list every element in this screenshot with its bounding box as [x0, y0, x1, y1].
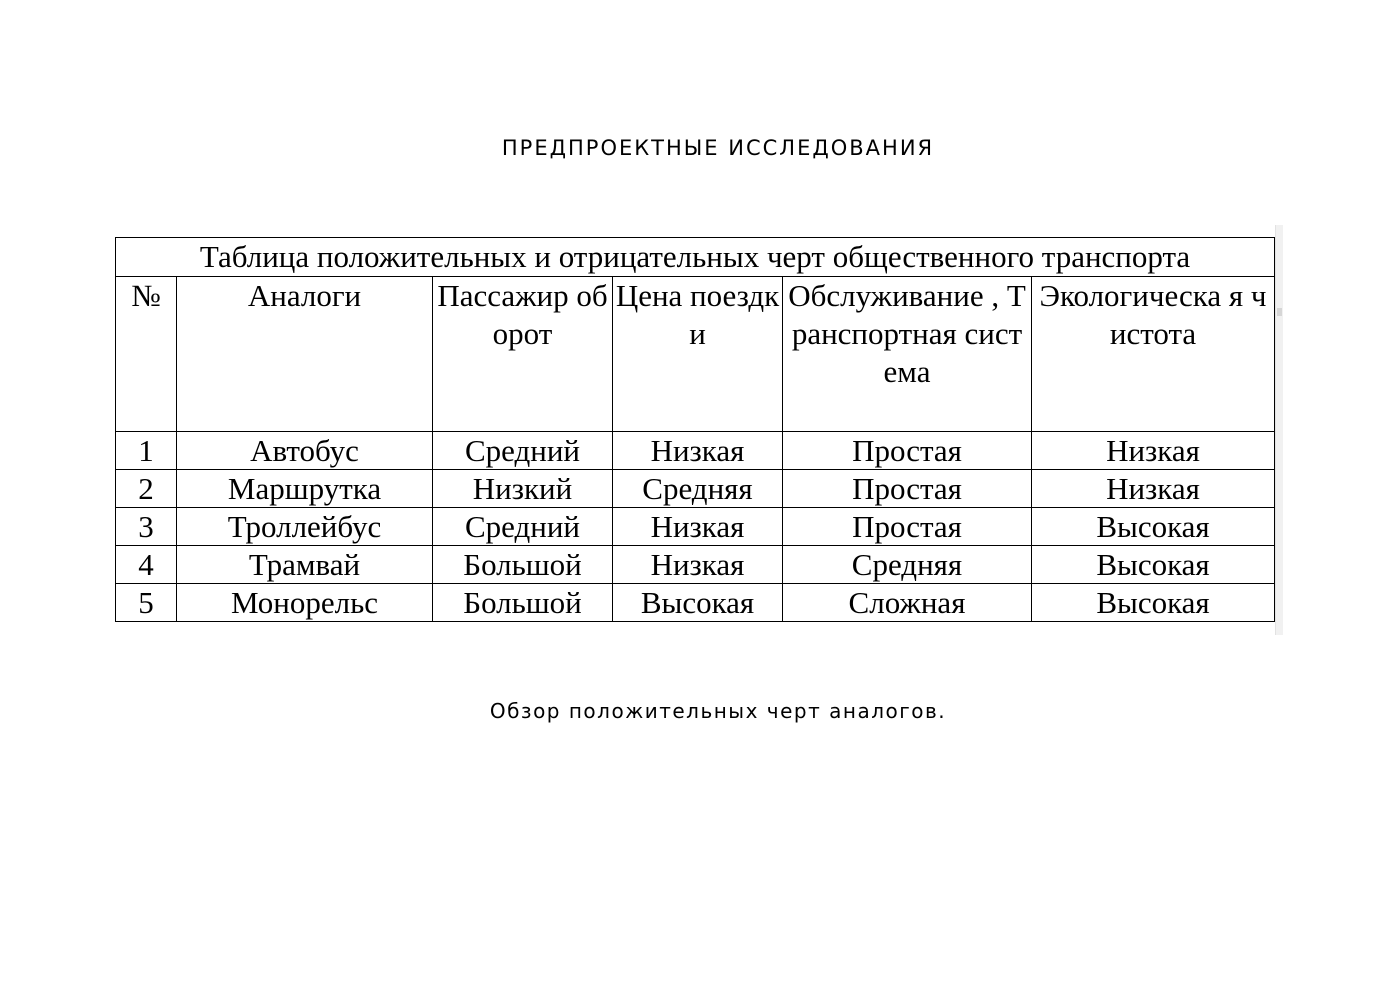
cell-number: 5 — [116, 584, 177, 622]
section-note: Обзор положительных черт аналогов. — [489, 699, 947, 723]
table-row — [116, 470, 1275, 508]
cell-passenger-flow: Большой — [433, 546, 613, 584]
cell-trip-price: Низкая — [613, 432, 783, 470]
comparison-table-container — [115, 237, 1274, 622]
cell-trip-price: Низкая — [613, 546, 783, 584]
column-header-trip-price: Цена поездки — [613, 277, 783, 432]
cell-trip-price: Низкая — [613, 508, 783, 546]
cell-analog: Трамвай — [177, 546, 433, 584]
cell-passenger-flow: Средний — [433, 432, 613, 470]
table-row — [116, 432, 1275, 470]
cell-number: 3 — [116, 508, 177, 546]
cell-passenger-flow: Низкий — [433, 470, 613, 508]
cell-eco: Высокая — [1032, 584, 1275, 622]
column-header-service-system: Обслуживание , Транспортная система — [783, 277, 1032, 432]
cell-eco: Низкая — [1032, 470, 1275, 508]
cell-service: Средняя — [783, 546, 1032, 584]
cell-service: Сложная — [783, 584, 1032, 622]
cell-number: 2 — [116, 470, 177, 508]
cell-eco: Высокая — [1032, 546, 1275, 584]
cell-service: Простая — [783, 470, 1032, 508]
table-scrollbar[interactable] — [1275, 225, 1283, 635]
cell-analog: Монорельс — [177, 584, 433, 622]
cell-eco: Низкая — [1032, 432, 1275, 470]
comparison-table — [115, 237, 1275, 622]
scrollbar-handle[interactable] — [1277, 308, 1282, 316]
cell-service: Простая — [783, 508, 1032, 546]
cell-number: 4 — [116, 546, 177, 584]
table-header-row — [116, 277, 1275, 432]
column-header-number: № — [116, 277, 177, 432]
cell-eco: Высокая — [1032, 508, 1275, 546]
page-title: ПРЕДПРОЕКТНЫЕ ИССЛЕДОВАНИЯ — [501, 136, 935, 160]
cell-passenger-flow: Большой — [433, 584, 613, 622]
column-header-analogs: Аналоги — [177, 277, 433, 432]
table-caption: Таблица положительных и отрицательных черт общественного транспорта — [116, 238, 1275, 277]
cell-analog: Автобус — [177, 432, 433, 470]
cell-trip-price: Средняя — [613, 470, 783, 508]
cell-trip-price: Высокая — [613, 584, 783, 622]
cell-analog: Троллейбус — [177, 508, 433, 546]
table-row — [116, 546, 1275, 584]
cell-service: Простая — [783, 432, 1032, 470]
cell-analog: Маршрутка — [177, 470, 433, 508]
cell-number: 1 — [116, 432, 177, 470]
column-header-passenger-flow: Пассажир оборот — [433, 277, 613, 432]
cell-passenger-flow: Средний — [433, 508, 613, 546]
column-header-eco: Экологическа я чистота — [1032, 277, 1275, 432]
table-row — [116, 584, 1275, 622]
table-row — [116, 508, 1275, 546]
